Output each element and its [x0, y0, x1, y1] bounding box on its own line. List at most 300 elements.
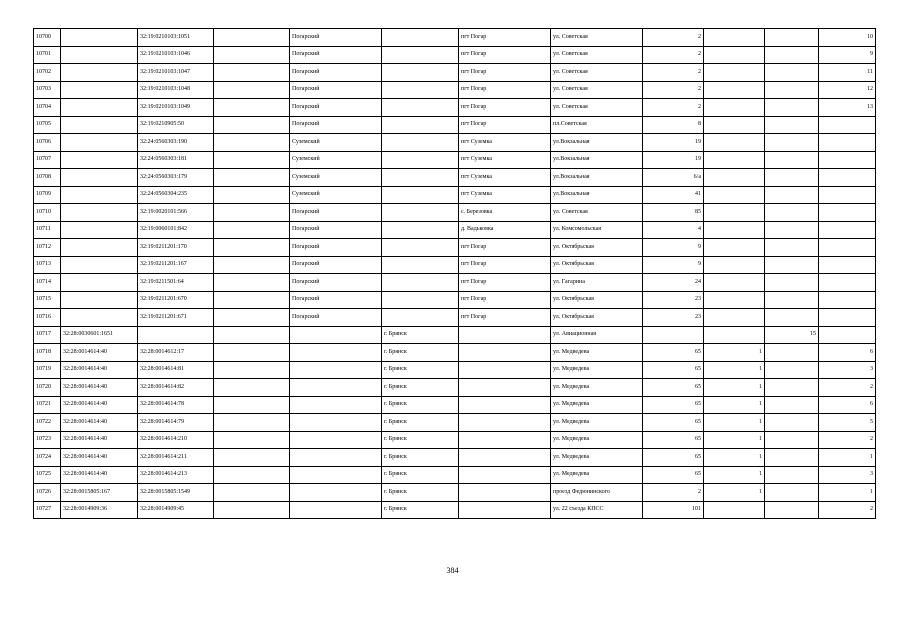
cell-parent-cadastral-number: 32:28:0014614:40 [61, 414, 138, 432]
cell-record-number: 10721 [34, 396, 61, 414]
cell-house-number: 2 [643, 99, 704, 117]
cell-cadastral-number: 32:19:0211201:671 [138, 309, 214, 327]
cell-house-number: 2 [643, 81, 704, 99]
cell-city [382, 64, 459, 82]
cell-apartment-number [819, 256, 876, 274]
cell-street: ул. Медведева [551, 344, 643, 362]
cell-apartment-number [819, 291, 876, 309]
cell-district: Погарский [290, 99, 382, 117]
cell-street: ул. Советская [551, 29, 643, 47]
cell-city [382, 204, 459, 222]
cell-record-number: 10726 [34, 484, 61, 502]
cell-district: Погарский [290, 239, 382, 257]
cell-building-number [704, 221, 765, 239]
cell-house-number: 23 [643, 309, 704, 327]
cell-parent-cadastral-number [61, 221, 138, 239]
cell-street: ул. Советская [551, 81, 643, 99]
table-row [34, 239, 876, 257]
table-row [34, 169, 876, 187]
cell-house-number: 65 [643, 414, 704, 432]
cell-city: г. Брянск [382, 344, 459, 362]
table-row [34, 186, 876, 204]
cell-cadastral-number: 32:19:0211201:170 [138, 239, 214, 257]
cell-building-number [704, 151, 765, 169]
table-row [34, 449, 876, 467]
cell-building-number [704, 256, 765, 274]
cell-settlement [459, 361, 551, 379]
cell-street: ул. Советская [551, 64, 643, 82]
cell-parent-cadastral-number [61, 46, 138, 64]
cell-building-number [704, 186, 765, 204]
table-row [34, 64, 876, 82]
cell-district: Погарский [290, 29, 382, 47]
registry-table [33, 28, 876, 519]
cell-district [290, 396, 382, 414]
cell-settlement: пгт Суземка [459, 186, 551, 204]
cell-extra-field [214, 431, 290, 449]
cell-settlement: пгт Погар [459, 239, 551, 257]
cell-settlement: пгт Погар [459, 256, 551, 274]
cell-parent-cadastral-number [61, 309, 138, 327]
cell-settlement [459, 501, 551, 519]
cell-building-number [704, 134, 765, 152]
cell-apartment-number: 6 [819, 396, 876, 414]
cell-building-number [704, 326, 765, 344]
cell-street: проезд Федюнинского [551, 484, 643, 502]
cell-house-number [643, 326, 704, 344]
cell-street: ул. 22 съезда КПСС [551, 501, 643, 519]
cell-apartment-group [765, 81, 819, 99]
cell-street: ул.Вокзальная [551, 134, 643, 152]
cell-apartment-group [765, 256, 819, 274]
cell-district [290, 484, 382, 502]
cell-city [382, 151, 459, 169]
cell-apartment-group [765, 239, 819, 257]
cell-parent-cadastral-number [61, 29, 138, 47]
cell-apartment-number: 6 [819, 344, 876, 362]
cell-extra-field [214, 309, 290, 327]
cell-street: ул. Комсомольская [551, 221, 643, 239]
cell-settlement: пгт Погар [459, 309, 551, 327]
cell-district [290, 361, 382, 379]
cell-street: ул. Октябрьская [551, 239, 643, 257]
table-row [34, 379, 876, 397]
cell-street: ул. Медведева [551, 449, 643, 467]
cell-extra-field [214, 414, 290, 432]
cell-building-number [704, 46, 765, 64]
cell-apartment-group [765, 361, 819, 379]
cell-cadastral-number: 32:24:0560303:190 [138, 134, 214, 152]
cell-city: г. Брянск [382, 431, 459, 449]
cell-settlement [459, 396, 551, 414]
cell-extra-field [214, 169, 290, 187]
cell-house-number: 9 [643, 256, 704, 274]
cell-street: ул. Советская [551, 46, 643, 64]
cell-cadastral-number: 32:24:0560303:181 [138, 151, 214, 169]
cell-settlement: д. Вадьковка [459, 221, 551, 239]
cell-district [290, 501, 382, 519]
cell-street: ул. Октябрьская [551, 256, 643, 274]
cell-building-number: 1 [704, 449, 765, 467]
cell-settlement: с. Березовка [459, 204, 551, 222]
cell-record-number: 10710 [34, 204, 61, 222]
cell-district: Суземский [290, 169, 382, 187]
cell-apartment-group [765, 501, 819, 519]
cell-cadastral-number: 32:28:0014614:211 [138, 449, 214, 467]
table-row [34, 116, 876, 134]
cell-record-number: 10704 [34, 99, 61, 117]
cell-cadastral-number: 32:28:0014614:79 [138, 414, 214, 432]
cell-record-number: 10708 [34, 169, 61, 187]
cell-building-number: 1 [704, 484, 765, 502]
table-row [34, 501, 876, 519]
cell-city: г. Брянск [382, 379, 459, 397]
cell-district [290, 379, 382, 397]
cell-house-number: 19 [643, 134, 704, 152]
cell-settlement [459, 449, 551, 467]
cell-extra-field [214, 256, 290, 274]
cell-district: Суземский [290, 186, 382, 204]
cell-house-number: 2 [643, 484, 704, 502]
cell-settlement [459, 326, 551, 344]
cell-parent-cadastral-number [61, 274, 138, 292]
cell-extra-field [214, 134, 290, 152]
table-row [34, 204, 876, 222]
cell-building-number [704, 64, 765, 82]
cell-house-number: 2 [643, 46, 704, 64]
cell-record-number: 10725 [34, 466, 61, 484]
cell-cadastral-number: 32:19:0060101:842 [138, 221, 214, 239]
cell-city [382, 46, 459, 64]
cell-record-number: 10718 [34, 344, 61, 362]
cell-apartment-number [819, 134, 876, 152]
cell-extra-field [214, 46, 290, 64]
cell-building-number: 1 [704, 396, 765, 414]
table-row [34, 99, 876, 117]
cell-district: Погарский [290, 291, 382, 309]
table-row [34, 256, 876, 274]
cell-apartment-number [819, 204, 876, 222]
cell-parent-cadastral-number [61, 99, 138, 117]
cell-apartment-group [765, 29, 819, 47]
cell-record-number: 10714 [34, 274, 61, 292]
cell-building-number [704, 239, 765, 257]
cell-house-number: 6/а [643, 169, 704, 187]
cell-house-number: 65 [643, 379, 704, 397]
cell-apartment-number: 9 [819, 46, 876, 64]
cell-extra-field [214, 361, 290, 379]
cell-district: Суземский [290, 151, 382, 169]
cell-apartment-group [765, 134, 819, 152]
cell-apartment-group [765, 116, 819, 134]
cell-building-number: 1 [704, 361, 765, 379]
cell-record-number: 10719 [34, 361, 61, 379]
cell-extra-field [214, 239, 290, 257]
cell-parent-cadastral-number: 32:28:0015805:167 [61, 484, 138, 502]
cell-parent-cadastral-number: 32:28:0014614:40 [61, 466, 138, 484]
cell-cadastral-number: 32:19:0211501:64 [138, 274, 214, 292]
cell-record-number: 10723 [34, 431, 61, 449]
cell-extra-field [214, 204, 290, 222]
cell-apartment-group [765, 414, 819, 432]
cell-cadastral-number: 32:24:0560303:179 [138, 169, 214, 187]
cell-city: г. Брянск [382, 501, 459, 519]
cell-record-number: 10703 [34, 81, 61, 99]
cell-apartment-group [765, 186, 819, 204]
cell-record-number: 10722 [34, 414, 61, 432]
cell-apartment-number: 1 [819, 449, 876, 467]
cell-extra-field [214, 274, 290, 292]
cell-parent-cadastral-number [61, 151, 138, 169]
cell-apartment-number [819, 326, 876, 344]
cell-extra-field [214, 116, 290, 134]
cell-city [382, 116, 459, 134]
cell-street: ул. Октябрьская [551, 291, 643, 309]
cell-street: ул. Медведева [551, 431, 643, 449]
cell-settlement: пгт Погар [459, 274, 551, 292]
table-row [34, 309, 876, 327]
cell-district [290, 344, 382, 362]
cell-house-number: 19 [643, 151, 704, 169]
cell-parent-cadastral-number [61, 134, 138, 152]
cell-house-number: 65 [643, 344, 704, 362]
cell-apartment-number [819, 116, 876, 134]
cell-apartment-group [765, 484, 819, 502]
cell-parent-cadastral-number [61, 204, 138, 222]
cell-extra-field [214, 396, 290, 414]
table-row [34, 221, 876, 239]
cell-street: ул. Медведева [551, 379, 643, 397]
cell-city [382, 186, 459, 204]
table-row [34, 431, 876, 449]
table-row [34, 151, 876, 169]
cell-extra-field [214, 466, 290, 484]
cell-record-number: 10724 [34, 449, 61, 467]
cell-district: Погарский [290, 309, 382, 327]
cell-parent-cadastral-number: 32:28:0014614:40 [61, 449, 138, 467]
cell-district [290, 466, 382, 484]
cell-apartment-group [765, 46, 819, 64]
cell-city: г. Брянск [382, 466, 459, 484]
cell-district: Погарский [290, 81, 382, 99]
table-row [34, 396, 876, 414]
cell-building-number [704, 274, 765, 292]
cell-city [382, 221, 459, 239]
cell-city: г. Брянск [382, 396, 459, 414]
cell-cadastral-number: 32:28:0014614:78 [138, 396, 214, 414]
cell-apartment-number [819, 239, 876, 257]
cell-record-number: 10712 [34, 239, 61, 257]
cell-building-number [704, 501, 765, 519]
cell-street: ул.Вокзальная [551, 169, 643, 187]
cell-building-number [704, 291, 765, 309]
cell-settlement [459, 484, 551, 502]
cell-house-number: 65 [643, 396, 704, 414]
cell-extra-field [214, 29, 290, 47]
cell-city: г. Брянск [382, 414, 459, 432]
cell-house-number: 9 [643, 239, 704, 257]
cell-parent-cadastral-number [61, 116, 138, 134]
cell-house-number: 65 [643, 361, 704, 379]
table-row [34, 326, 876, 344]
cell-street: пл.Советская [551, 116, 643, 134]
cell-parent-cadastral-number: 32:28:0014614:40 [61, 379, 138, 397]
cell-building-number [704, 116, 765, 134]
cell-settlement: пгт Погар [459, 64, 551, 82]
cell-record-number: 10700 [34, 29, 61, 47]
cell-parent-cadastral-number: 32:28:0014614:40 [61, 431, 138, 449]
cell-cadastral-number: 32:19:0210103:1051 [138, 29, 214, 47]
cell-city [382, 169, 459, 187]
cell-record-number: 10715 [34, 291, 61, 309]
cell-street: ул.Вокзальная [551, 186, 643, 204]
cell-house-number: 24 [643, 274, 704, 292]
table-row [34, 274, 876, 292]
cell-settlement [459, 466, 551, 484]
cell-record-number: 10701 [34, 46, 61, 64]
cell-house-number: 65 [643, 431, 704, 449]
cell-parent-cadastral-number: 32:28:0014614:40 [61, 344, 138, 362]
cell-apartment-number: 5 [819, 414, 876, 432]
cell-settlement: пгт Суземка [459, 134, 551, 152]
cell-settlement: пгт Суземка [459, 151, 551, 169]
cell-cadastral-number: 32:19:0210103:1048 [138, 81, 214, 99]
cell-apartment-number [819, 274, 876, 292]
cell-street: ул. Медведева [551, 414, 643, 432]
cell-apartment-number [819, 151, 876, 169]
cell-apartment-group [765, 309, 819, 327]
cell-street: ул.Вокзальная [551, 151, 643, 169]
cell-city: г. Брянск [382, 449, 459, 467]
page-number: 384 [446, 566, 459, 575]
cell-apartment-group [765, 344, 819, 362]
cell-apartment-group [765, 64, 819, 82]
cell-cadastral-number: 32:28:0015805:1549 [138, 484, 214, 502]
cell-extra-field [214, 344, 290, 362]
table-row [34, 291, 876, 309]
cell-apartment-number [819, 221, 876, 239]
cell-apartment-group [765, 99, 819, 117]
cell-settlement: пгт Погар [459, 81, 551, 99]
cell-extra-field [214, 484, 290, 502]
cell-parent-cadastral-number [61, 81, 138, 99]
cell-settlement [459, 379, 551, 397]
cell-cadastral-number: 32:19:0210905:50 [138, 116, 214, 134]
cell-district [290, 414, 382, 432]
cell-apartment-group [765, 169, 819, 187]
cell-house-number: 101 [643, 501, 704, 519]
table-row [34, 46, 876, 64]
cell-city: г. Брянск [382, 326, 459, 344]
cell-cadastral-number [138, 326, 214, 344]
cell-apartment-number [819, 186, 876, 204]
cell-extra-field [214, 151, 290, 169]
cell-building-number: 1 [704, 414, 765, 432]
cell-extra-field [214, 291, 290, 309]
cell-cadastral-number: 32:24:0560304:235 [138, 186, 214, 204]
cell-settlement [459, 344, 551, 362]
cell-settlement [459, 431, 551, 449]
cell-cadastral-number: 32:28:0014909:45 [138, 501, 214, 519]
cell-building-number [704, 99, 765, 117]
cell-apartment-number [819, 169, 876, 187]
cell-city [382, 134, 459, 152]
cell-apartment-group [765, 291, 819, 309]
cell-house-number: 2 [643, 29, 704, 47]
cell-parent-cadastral-number: 32:28:0014909:36 [61, 501, 138, 519]
cell-house-number: 85 [643, 204, 704, 222]
cell-house-number: 65 [643, 449, 704, 467]
cell-record-number: 10706 [34, 134, 61, 152]
cell-district: Погарский [290, 204, 382, 222]
cell-district: Погарский [290, 274, 382, 292]
cell-building-number: 1 [704, 466, 765, 484]
cell-street: ул. Советская [551, 204, 643, 222]
cell-cadastral-number: 32:28:0014612:17 [138, 344, 214, 362]
cell-district: Погарский [290, 256, 382, 274]
cell-record-number: 10727 [34, 501, 61, 519]
cell-building-number: 1 [704, 344, 765, 362]
cell-house-number: 65 [643, 466, 704, 484]
cell-city [382, 29, 459, 47]
cell-extra-field [214, 501, 290, 519]
cell-street: ул. Авиационная [551, 326, 643, 344]
cell-apartment-number: 13 [819, 99, 876, 117]
cell-city: г. Брянск [382, 484, 459, 502]
cell-cadastral-number: 32:28:0014614:213 [138, 466, 214, 484]
cell-building-number [704, 81, 765, 99]
cell-apartment-group [765, 204, 819, 222]
table-row [34, 344, 876, 362]
cell-settlement: пгт Погар [459, 116, 551, 134]
cell-building-number: 1 [704, 431, 765, 449]
cell-city [382, 291, 459, 309]
cell-street: ул. Медведева [551, 466, 643, 484]
cell-record-number: 10720 [34, 379, 61, 397]
cell-parent-cadastral-number: 32:28:0014614:40 [61, 361, 138, 379]
cell-apartment-group: 15 [765, 326, 819, 344]
cell-settlement: пгт Погар [459, 99, 551, 117]
cell-house-number: 4 [643, 221, 704, 239]
cell-apartment-number: 2 [819, 501, 876, 519]
cell-settlement [459, 414, 551, 432]
cell-house-number: 23 [643, 291, 704, 309]
cell-record-number: 10716 [34, 309, 61, 327]
cell-apartment-number: 11 [819, 64, 876, 82]
cell-extra-field [214, 99, 290, 117]
cell-building-number [704, 169, 765, 187]
cell-extra-field [214, 64, 290, 82]
table-row [34, 466, 876, 484]
cell-district [290, 431, 382, 449]
cell-record-number: 10702 [34, 64, 61, 82]
cell-extra-field [214, 221, 290, 239]
cell-apartment-group [765, 379, 819, 397]
cell-apartment-group [765, 396, 819, 414]
cell-cadastral-number: 32:19:0210103:1047 [138, 64, 214, 82]
cell-district: Погарский [290, 64, 382, 82]
cell-district: Погарский [290, 116, 382, 134]
cell-extra-field [214, 186, 290, 204]
cell-settlement: пгт Погар [459, 29, 551, 47]
cell-city [382, 256, 459, 274]
cell-cadastral-number: 32:19:0210103:1046 [138, 46, 214, 64]
cell-apartment-number: 3 [819, 466, 876, 484]
cell-extra-field [214, 379, 290, 397]
cell-cadastral-number: 32:19:0211201:670 [138, 291, 214, 309]
cell-district [290, 326, 382, 344]
cell-district: Суземский [290, 134, 382, 152]
